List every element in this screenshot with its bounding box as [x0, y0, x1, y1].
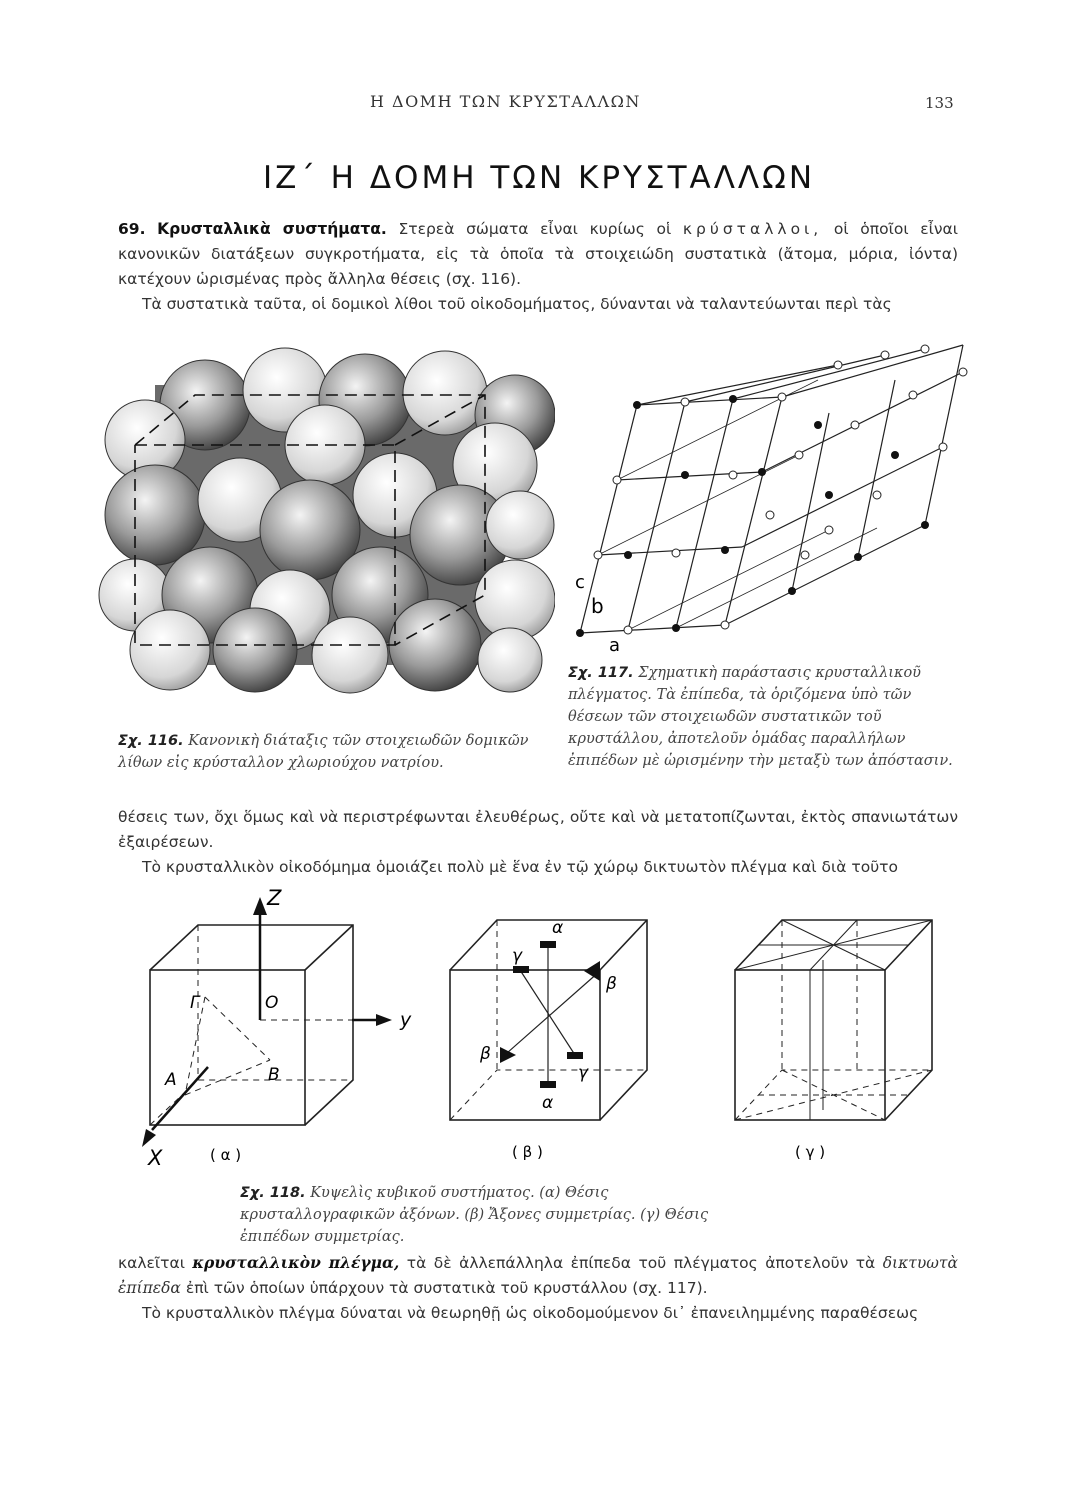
axis-label-b: b — [591, 594, 604, 618]
label-gamma-bottom: γ — [578, 1063, 589, 1083]
running-title: Η ΔΟΜΗ ΤΩΝ ΚΡΥΣΤΑΛΛΩΝ — [370, 92, 641, 111]
figure-118 — [120, 875, 960, 1170]
p5-bold-term: κρυσταλλικὸν πλέγμα, — [192, 1253, 400, 1272]
cube-beta-tag: ( β ) — [512, 1143, 543, 1161]
label-gamma-top: γ — [512, 946, 523, 966]
label-gamma: Γ — [190, 993, 200, 1013]
label-o: O — [265, 993, 279, 1013]
figure-118-number: Σχ. 118. — [240, 1185, 306, 1201]
p1-part-b: οἱ ὁποῖοι εἶναι κανονικῶν διατάξεων συγκροτήματα, εἰς τὰ ὁποῖα τὰ στοιχειώδη συστατικὰ (ἄτομα, μόρια, ἰόντα) κατέχουν ὡρισμένας πρὸς ἄλληλα θέσεις (σχ. 116). — [118, 220, 958, 288]
middle-text — [118, 805, 958, 880]
label-y: y — [400, 1009, 412, 1031]
label-a: A — [165, 1070, 177, 1090]
axis-label-c: c — [575, 572, 585, 593]
label-alpha-bottom: α — [542, 1093, 554, 1113]
paragraph-6: Τὸ κρυσταλλικὸν πλέγμα δύναται νὰ θεωρηθῇ ὡς οἰκοδομούμενον δι᾽ ἐπανειλημμένης παραθέσεως — [142, 1304, 919, 1322]
figure-116-number: Σχ. 116. — [118, 733, 184, 749]
figure-117-caption-text: Σχηματικὴ παράστασις κρυσταλλικοῦ πλέγματος. Τὰ ἐπίπεδα, τὰ ὁριζόμενα ὑπὸ τῶν θέσεων τῶν στοιχειωδῶν συστατικῶν τοῦ κρυστάλλου, ἀποτελοῦν ὁμάδας παραλλήλων ἐπιπέδων μὲ ὡρισμένην τὴν μεταξὺ των ἀπόστασιν. — [568, 665, 953, 769]
p5-part-b: τὰ δὲ ἀλλεπάλληλα ἐπίπεδα τοῦ πλέγματος ἀποτελοῦν τὰ — [406, 1254, 876, 1272]
figure-116-caption — [118, 730, 538, 774]
p5-italic-term: δικτυωτὰ ἐπίπεδα — [118, 1254, 958, 1297]
figure-118-caption — [240, 1182, 720, 1248]
cube-alpha-tag: ( α ) — [210, 1146, 242, 1164]
label-z: Z — [267, 886, 282, 910]
section-69-text — [118, 217, 958, 317]
cube-gamma — [735, 920, 932, 1161]
label-b: B — [268, 1065, 280, 1085]
p1-spaced-word: κρύσταλλοι, — [682, 220, 823, 238]
bottom-text — [118, 1250, 958, 1326]
cubic-cell-diagrams — [120, 875, 960, 1170]
page-header — [0, 92, 1078, 116]
p5-part-c: ἐπὶ τῶν ὁποίων ὑπάρχουν τὰ συστατικὰ τοῦ κρυστάλλου (σχ. 117). — [185, 1279, 708, 1297]
figure-116-caption-text: Κανονικὴ διάταξις τῶν στοιχειωδῶν δομικῶν λίθων εἰς κρύσταλλον χλωριούχου νατρίου. — [118, 733, 529, 771]
paragraph-3: θέσεις των, ὄχι ὅμως καὶ νὰ περιστρέφωνται ἐλευθέρως, οὔτε καὶ νὰ μετατοπίζωνται, ἐκτὸς σπανιωτάτων ἐξαιρέσεων. — [118, 808, 958, 851]
cube-gamma-tag: ( γ ) — [795, 1143, 826, 1161]
label-beta-left: β — [480, 1044, 491, 1064]
axis-label-a: a — [609, 635, 621, 655]
paragraph-4: Τὸ κρυσταλλικὸν οἰκοδόμημα ὁμοιάζει πολὺ μὲ ἕνα ἐν τῷ χώρῳ δικτυωτὸν πλέγμα καὶ διὰ τοῦτο — [142, 858, 898, 876]
lattice-open-nodes — [594, 345, 967, 634]
figure-117-caption — [568, 662, 958, 772]
figure-117 — [565, 335, 970, 655]
figure-117-number: Σχ. 117. — [568, 665, 634, 681]
p1-part-a: Στερεὰ σώματα εἶναι κυρίως οἱ — [398, 220, 672, 238]
page-number: 133 — [925, 94, 954, 112]
chapter-title: ΙΖ΄ Η ΔΟΜΗ ΤΩΝ ΚΡΥΣΤΑΛΛΩΝ — [262, 160, 816, 196]
section-heading: Κρυσταλλικὰ συστήματα. — [157, 220, 387, 238]
section-number: 69. — [118, 220, 146, 238]
label-x: X — [148, 1146, 163, 1170]
nacl-sphere-packing-image — [95, 345, 555, 695]
paragraph-2: Τὰ συστατικὰ ταῦτα, οἱ δομικοὶ λίθοι τοῦ οἰκοδομήματος, δύνανται νὰ ταλαντεύωνται περὶ τὰς — [142, 295, 892, 313]
cube-beta — [450, 918, 647, 1161]
crystal-lattice-diagram — [565, 335, 970, 655]
cube-alpha — [142, 886, 412, 1170]
figure-116 — [95, 345, 555, 695]
label-beta-right: β — [606, 974, 617, 994]
label-alpha-top: α — [552, 918, 564, 938]
figure-118-caption-text: Κυψελὶς κυβικοῦ συστήματος. (α) Θέσις κρυσταλλογραφικῶν ἀξόνων. (β) Ἄξονες συμμετρίας. (γ) Θέσις ἐπιπέδων συμμετρίας. — [240, 1185, 709, 1245]
p5-part-a: καλεῖται — [118, 1254, 185, 1272]
